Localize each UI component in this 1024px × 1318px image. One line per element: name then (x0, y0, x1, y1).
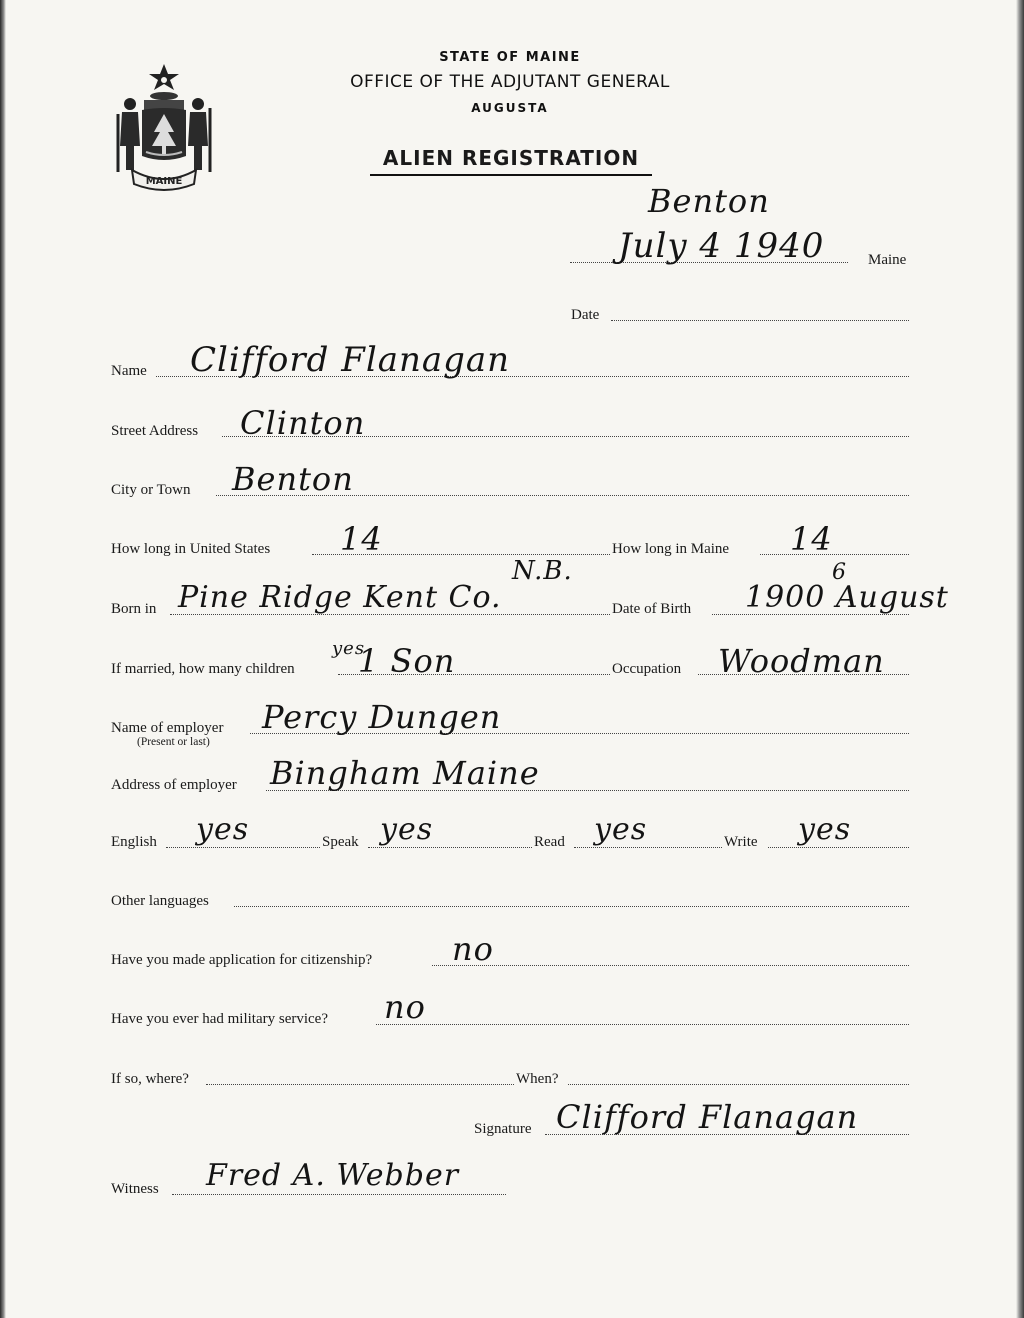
military-line (376, 1024, 909, 1025)
other-languages-line (234, 906, 909, 907)
street-label: Street Address (111, 423, 199, 439)
speak-label: Speak (322, 834, 359, 850)
city-label: City or Town (111, 482, 191, 498)
write-value: yes (798, 812, 852, 847)
born-in-value: Pine Ridge Kent Co. (178, 580, 502, 615)
witness-value: Fred A. Webber (206, 1158, 460, 1193)
scan-edge-right (1016, 0, 1024, 1318)
employer-sublabel: (Present or last) (137, 736, 210, 748)
scan-edge-left (0, 0, 6, 1318)
born-in-extra-value: N.B. (512, 556, 573, 586)
children-married-value: yes (332, 638, 366, 659)
how-long-maine-value: 14 (790, 520, 833, 558)
form-title: ALIEN REGISTRATION (370, 146, 652, 176)
children-label: If married, how many children (111, 661, 295, 677)
citizenship-value: no (452, 930, 494, 968)
name-value: Clifford Flanagan (190, 340, 511, 380)
how-long-us-label: How long in United States (111, 541, 271, 557)
military-value: no (384, 988, 426, 1026)
employer-address-label: Address of employer (111, 777, 237, 793)
employer-address-value: Bingham Maine (270, 754, 540, 792)
other-languages-label: Other languages (111, 893, 209, 909)
how-long-us-value: 14 (340, 520, 383, 558)
employer-value: Percy Dungen (262, 698, 502, 736)
date-line (611, 320, 909, 321)
citizenship-line (432, 965, 909, 966)
seal-banner-text: MAINE (145, 176, 183, 187)
signature-value: Clifford Flanagan (556, 1098, 859, 1136)
how-long-maine-label: How long in Maine (612, 541, 730, 557)
town-value: Benton (648, 182, 770, 220)
witness-line (172, 1194, 506, 1195)
english-label: English (111, 834, 157, 850)
read-line (574, 847, 722, 848)
write-label: Write (724, 834, 758, 850)
maine-state-seal-icon (108, 60, 220, 192)
occupation-value: Woodman (718, 642, 885, 680)
employer-label: Name of employer (111, 720, 224, 736)
military-label: Have you ever had military service? (111, 1011, 328, 1027)
date-value: July 4 1940 (618, 226, 825, 266)
signature-label: Signature (474, 1121, 532, 1137)
header-city: AUGUSTA (471, 101, 549, 115)
header-office: OFFICE OF THE ADJUTANT GENERAL (350, 72, 670, 92)
dob-value: 1900 August (745, 580, 949, 615)
street-value: Clinton (240, 404, 366, 442)
read-value: yes (594, 812, 648, 847)
read-label: Read (534, 834, 565, 850)
maine-label: Maine (868, 252, 907, 268)
name-label: Name (111, 363, 147, 379)
speak-value: yes (380, 812, 434, 847)
born-in-label: Born in (111, 601, 157, 617)
when-label: When? (516, 1071, 559, 1087)
children-value: 1 Son (358, 642, 456, 680)
speak-line (368, 847, 532, 848)
where-label: If so, where? (111, 1071, 189, 1087)
occupation-label: Occupation (612, 661, 682, 677)
witness-label: Witness (111, 1181, 159, 1197)
when-line (568, 1084, 909, 1085)
dob-extra-value: 6 (832, 560, 847, 585)
where-line (206, 1084, 514, 1085)
city-value: Benton (232, 460, 354, 498)
header-state: STATE OF MAINE (439, 50, 581, 65)
how-long-maine-line (760, 554, 909, 555)
date-label: Date (571, 307, 600, 323)
citizenship-label: Have you made application for citizenship? (111, 952, 373, 968)
english-line (166, 847, 320, 848)
dob-label: Date of Birth (612, 601, 692, 617)
english-value: yes (196, 812, 250, 847)
write-line (768, 847, 909, 848)
